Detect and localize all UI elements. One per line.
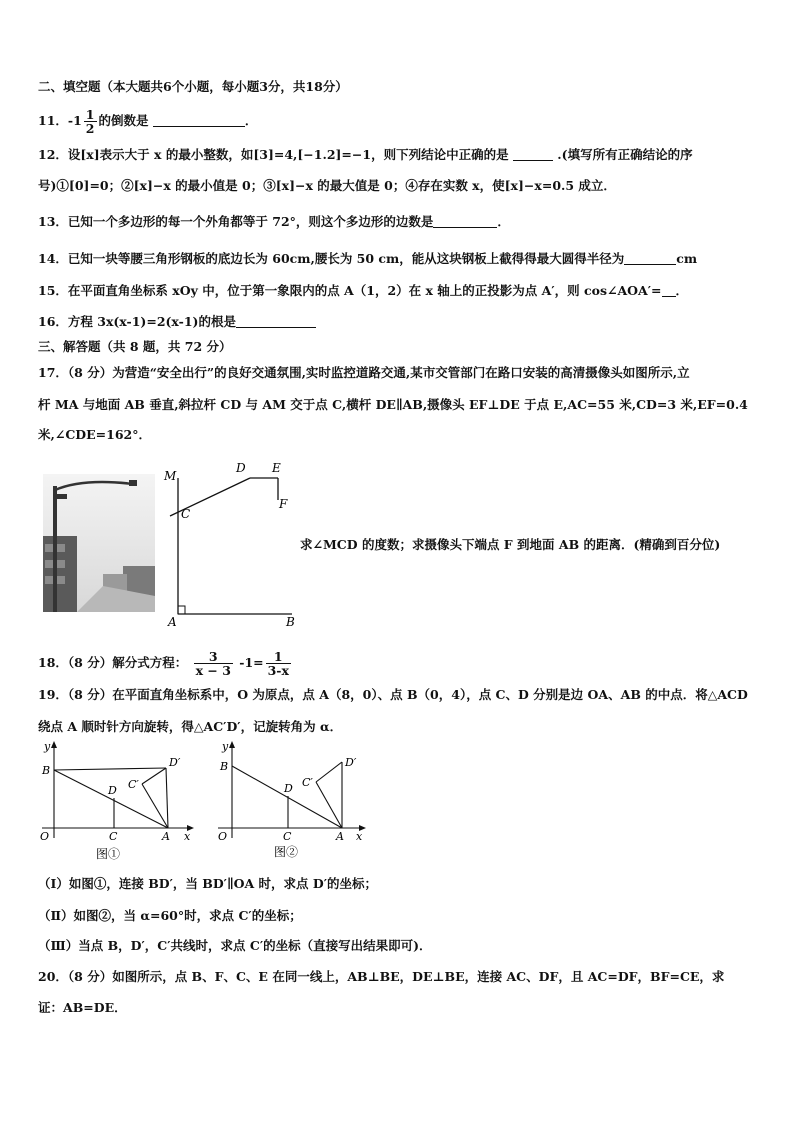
label-o: O: [40, 830, 50, 843]
camera-pole-diagram: [160, 458, 300, 630]
answer-blank-13[interactable]: [433, 215, 497, 228]
section-3-title: 三、解答题（共 8 题，共 72 分）: [38, 339, 232, 354]
segment-c-prime-d-prime: [316, 762, 342, 782]
label-d-prime: D′: [345, 756, 357, 769]
label-x: x: [356, 830, 363, 843]
label-b: B: [42, 764, 51, 777]
figure-2-diagram: [212, 738, 372, 864]
figure-2-caption: 图②: [274, 845, 299, 859]
label-b: B: [220, 760, 229, 773]
label-c-prime: C′: [128, 778, 139, 791]
figure-1-diagram: [38, 738, 198, 864]
traffic-camera-photo: [43, 474, 155, 612]
question-12-line-1: 12．设[x]表示大于 x 的最小整数，如[3]=4,[−1.2]=−1，则下列结论中正确的是 .(填写所有正确结论的序: [38, 147, 693, 162]
question-17-line-3: 米,∠CDE=162°．: [38, 427, 151, 442]
label-a: A: [162, 830, 170, 843]
label-b: B: [286, 615, 295, 629]
fraction-1-over-3-minus-x: $\frac{1}{3-x}$: [267, 649, 289, 678]
question-19-part-3: （Ⅲ）当点 B，D′，C′共线时，求点 C′的坐标（直接写出结果即可)．: [38, 938, 432, 953]
label-o: O: [218, 830, 228, 843]
label-c: C: [109, 830, 118, 843]
right-angle-mark: [178, 606, 185, 614]
figure-1-caption: 图①: [96, 847, 121, 861]
question-19-part-2: （Ⅱ）如图②，当 α=60°时，求点 C′的坐标；: [38, 908, 302, 923]
fraction-3-over-x-minus-3: $\frac{3}{x - 3}$: [195, 649, 231, 678]
answer-blank-15[interactable]: [662, 284, 676, 297]
question-11: 11．-1 $\frac{1}{2}$ 的倒数是 ．: [38, 107, 258, 136]
answer-blank-14[interactable]: [624, 252, 676, 265]
label-a: A: [168, 615, 177, 629]
answer-blank-16[interactable]: [236, 315, 316, 328]
segment-c-prime-d-prime: [142, 768, 166, 784]
label-e: E: [272, 461, 281, 475]
question-19-line-1: 19．（8 分）在平面直角坐标系中，O 为原点，点 A（8，0）、点 B（0，4），点 C、D 分别是边 OA、AB 的中点．将△ACD: [38, 687, 748, 702]
label-d-prime: D′: [169, 756, 181, 769]
segment-bd-prime: [54, 768, 166, 770]
question-14: 14．已知一块等腰三角形钢板的底边长为 60cm,腰长为 50 cm，能从这块钢板上截得得最大圆得半径为 cm: [38, 251, 698, 266]
label-f: F: [279, 497, 288, 511]
label-d: D: [284, 782, 293, 795]
question-13: 13．已知一个多边形的每一个外角都等于 72°，则这个多边形的边数是 ．: [38, 214, 510, 229]
question-12-line-2: 号)①[0]=0；②[x]−x 的最小值是 0；③[x]−x 的最大值是 0；④存在实数 x，使[x]−x=0.5 成立．: [38, 178, 616, 193]
answer-blank-12[interactable]: [513, 148, 553, 161]
label-y: y: [222, 740, 229, 753]
question-19-line-2: 绕点 A 顺时针方向旋转，得△AC′D′，记旋转角为 α．: [38, 719, 343, 734]
question-17-line-1: 17．（8 分）为营造“安全出行”的良好交通氛围,实时监控道路交通,某市交管部门在路口安装的高清摄像头如图所示,立: [38, 365, 690, 380]
section-2-title: 二、填空题（本大题共6个小题，每小题3分，共18分）: [38, 79, 348, 94]
question-15: 15．在平面直角坐标系 xOy 中，位于第一象限内的点 A（1，2）在 x 轴上的正投影为点 A′，则 cos∠AOA′= ．: [38, 283, 689, 298]
question-17-line-2: 杆 MA 与地面 AB 垂直,斜拉杆 CD 与 AM 交于点 C,横杆 DE∥AB,摄像头 EF⊥DE 于点 E,AC=55 米,CD=3 米,EF=0.4: [38, 397, 748, 412]
question-16: 16．方程 3x(x-1)=2(x-1)的根是: [38, 314, 316, 330]
label-d: D: [236, 461, 246, 475]
segment-ad-prime: [166, 768, 168, 828]
label-d: D: [108, 784, 117, 797]
question-20-line-1: 20．（8 分）如图所示，点 B、F、C、E 在同一线上，AB⊥BE，DE⊥BE，连接 AC、DF，且 AC=DF，BF=CE，求: [38, 969, 725, 984]
answer-blank-11[interactable]: [153, 114, 245, 127]
question-18: 18．（8 分）解分式方程： $\frac{3}{x - 3}$ -1= $\frac{1}{3-x}$: [38, 649, 289, 678]
label-c-prime: C′: [302, 776, 313, 789]
label-a: A: [336, 830, 344, 843]
question-20-line-2: 证：AB=DE．: [38, 1000, 127, 1015]
label-c: C: [181, 507, 191, 521]
label-y: y: [44, 740, 51, 753]
question-19-part-1: （Ⅰ）如图①，连接 BD′，当 BD′∥OA 时，求点 D′的坐标；: [38, 876, 377, 891]
label-c: C: [283, 830, 292, 843]
fraction-one-half: $\frac{1}{2}$: [85, 107, 95, 136]
question-17-ask: 求∠MCD 的度数；求摄像头下端点 F 到地面 AB 的距离．(精确到百分位): [300, 537, 721, 552]
label-x: x: [184, 830, 191, 843]
label-m: M: [164, 469, 177, 483]
